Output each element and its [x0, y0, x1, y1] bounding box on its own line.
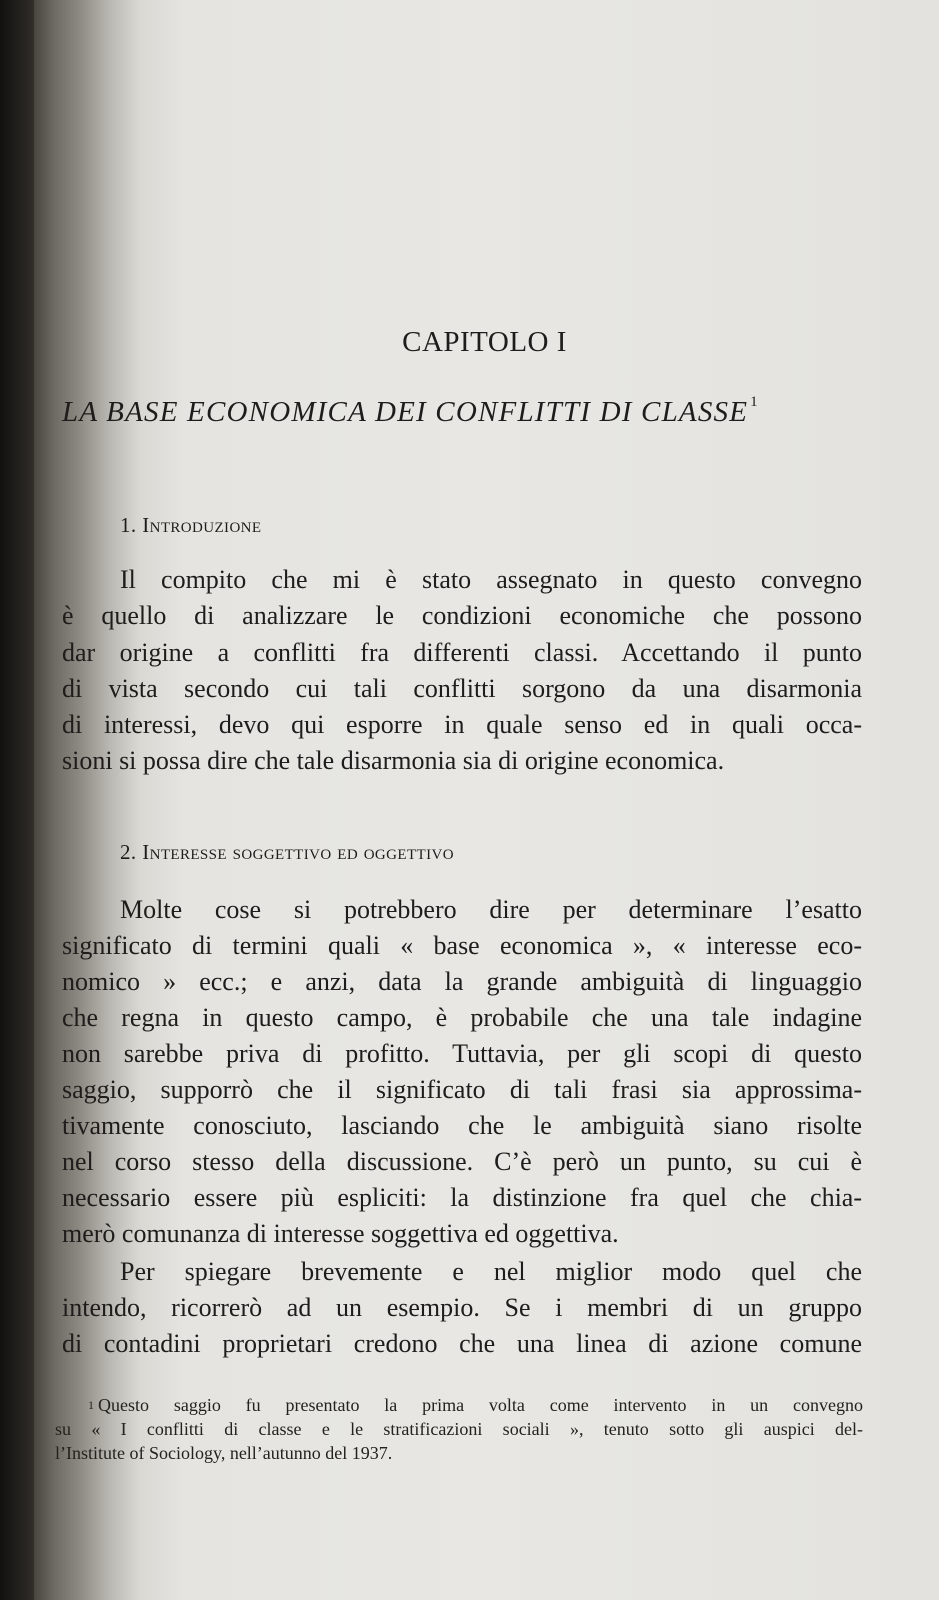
chapter-title-text: LA BASE ECONOMICA DEI CONFLITTI DI CLASSE [62, 396, 749, 428]
paragraph-line: necessario essere più espliciti: la distinzione fra quel che chia- [62, 1183, 862, 1212]
paragraph-line: intendo, ricorrerò ad un esempio. Se i membri di un gruppo [62, 1293, 862, 1322]
paragraph-line: è quello di analizzare le condizioni economiche che possono [62, 601, 862, 630]
paragraph-line: Molte cose si potrebbero dire per determinare l’esatto [120, 895, 862, 924]
footnote-mark: 1 [88, 1398, 94, 1412]
footnote-line: l’Institute of Sociology, nell’autunno del 1937. [55, 1443, 393, 1463]
footnote-reference: 1 [750, 394, 759, 410]
paragraph-line: significato di termini quali « base economica », « interesse eco- [62, 931, 862, 960]
section-heading-introduzione: 1. Introduzione [120, 513, 262, 537]
paragraph-line: merò comunanza di interesse soggettiva ed oggettiva. [62, 1219, 619, 1248]
paragraph-line: sioni si possa dire che tale disarmonia sia di origine economica. [62, 746, 725, 775]
paragraph-line: di vista secondo cui tali conflitti sorgono da una disarmonia [62, 674, 862, 703]
footnote-line: su « I conflitti di classe e le stratificazioni sociali », tenuto sotto gli auspici del- [55, 1419, 863, 1439]
section-heading-interesse: 2. Interesse soggettivo ed oggettivo [120, 840, 454, 864]
paragraph-line: nomico » ecc.; e anzi, data la grande ambiguità di linguaggio [62, 967, 862, 996]
paragraph-line: di interessi, devo qui esporre in quale senso ed in quali occa- [62, 710, 862, 739]
chapter-title [62, 396, 882, 429]
paragraph-line: saggio, supporrò che il significato di tali frasi sia approssima- [62, 1075, 862, 1104]
paragraph-line: di contadini proprietari credono che una linea di azione comune [62, 1329, 862, 1358]
footnote-line [88, 1394, 863, 1416]
paragraph-line: non sarebbe priva di profitto. Tuttavia, per gli scopi di questo [62, 1039, 862, 1068]
paragraph-line: tivamente conosciuto, lasciando che le ambiguità siano risolte [62, 1111, 862, 1140]
footnote-text: Questo saggio fu presentato la prima volta come intervento in un convegno [98, 1395, 863, 1415]
paragraph-line: nel corso stesso della discussione. C’è però un punto, su cui è [62, 1147, 862, 1176]
paragraph-line: che regna in questo campo, è probabile che una tale indagine [62, 1003, 862, 1032]
paragraph-line: Per spiegare brevemente e nel miglior modo quel che [120, 1257, 862, 1286]
paragraph-line: dar origine a conflitti fra differenti classi. Accettando il punto [62, 638, 862, 667]
paragraph-line: Il compito che mi è stato assegnato in questo convegno [120, 565, 862, 594]
chapter-number: CAPITOLO I [402, 326, 567, 358]
